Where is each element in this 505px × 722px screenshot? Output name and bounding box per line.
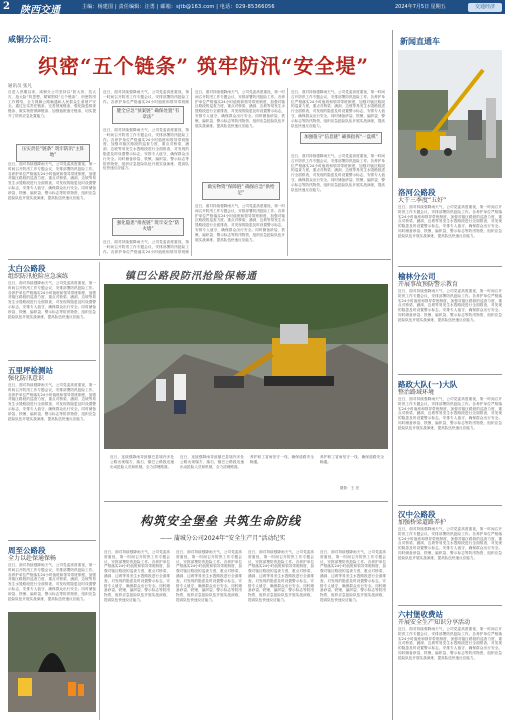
crane-photo [398,50,502,178]
left-article-1 [8,264,96,351]
rail-article-subtitle: 加强桥梁道路养护 [398,519,447,526]
left-article-subtitle: 强化防汛意识 [8,375,45,382]
photo-caption-3: 养护职工冒雨坚守一线，确保道路安全畅通。 [250,455,314,464]
newspaper-brand: 陕西交通 [20,5,60,16]
rail-article-title: 路政大队(一)大队 [398,380,458,389]
rail-article-subtitle: 整治路域环境 [398,389,435,396]
photo-credit: 摄影：王 亮 [340,486,360,490]
safety-body-col3: 近日，面对持续强降雨天气，公司党委高度重视，第一时间召开防汛工作专题会议，安排部署防汛抢险工作。各养护单位严格落实24小时值班和领导带班制度，加强对辖区路段的巡查力度，重点对桥梁、涵洞、边坡等易发生水毁路段进行全面排查，对发现的隐患及时设置警示标志，安排专人值守，确保群众出行安全。同时储备砂袋、铁锹、编织袋、警示标志等防汛物资，组织应急抢险队伍开展实战演练，提高队伍快速反应能力。 [248,550,314,602]
rail-header: 新闻直通车 [400,37,440,46]
left-divider-h [8,360,96,361]
lead-byline: 通讯员 张凡 [8,84,32,89]
column-divider [287,88,288,256]
rail-article-title: 洛河公路段 [398,188,436,197]
rail-article-5 [398,610,502,705]
photo-caption-4: 养护职工冒雨坚守一线，确保道路安全畅通。 [320,455,384,464]
rail-article-1 [398,188,502,255]
center-divider [104,501,388,502]
safety-body-col4: 近日，面对持续强降雨天气，公司党委高度重视，第一时间召开防汛工作专题会议，安排部署防汛抢险工作。各养护单位严格落实24小时值班和领导带班制度，加强对辖区路段的巡查力度，重点对桥梁、涵洞、边坡等易发生水毁路段进行全面排查，对发现的隐患及时设置警示标志，安排专人值守，确保群众出行安全。同时储备砂袋、铁锹、编织袋、警示标志等防汛物资，组织应急抢险队伍开展实战演练，提高队伍快速反应能力。 [320,550,386,602]
rail-article-2 [398,272,502,363]
photo-caption-1: 近日，连续强降雨导致镇巴县境内多处公路出现塌方、落石，镇巴公路段迅速出动抢险人员和机械，全力清理路面。 [110,455,174,469]
lead-body-col1: 近日，面对持续强降雨天气，公司党委高度重视，第一时间召开防汛工作专题会议，安排部署防汛抢险工作。各养护单位严格落实24小时值班和领导带班制度，加强对辖区路段的巡查力度，重点对桥梁、涵洞、边坡等易发生水毁路段进行全面排查，对发现的隐患及时设置警示标志，安排专人值守，确保群众出行安全。同时储备砂袋、铁锹、编织袋、警示标志等防汛物资，组织应急抢险队伍开展实战演练，提高队伍快速反应能力。 [8,162,96,200]
column-divider [191,88,192,256]
masthead-bar [0,0,505,14]
safety-body-col1: 近日，面对持续强降雨天气，公司党委高度重视，第一时间召开防汛工作专题会议，安排部署防汛抢险工作。各养护单位严格落实24小时值班和领导带班制度，加强对辖区路段的巡查力度，重点对桥梁、涵洞、边坡等易发生水毁路段进行全面排查，对发现的隐患及时设置警示标志，安排专人值守，确保群众出行安全。同时储备砂袋、铁锹、编织袋、警示标志等防汛物资，组织应急抢险队伍开展实战演练，提高队伍快速反应能力。 [104,550,170,602]
editor-meta: 主编：杨建国 | 责任编辑：汪勇 | 邮箱：sjtb@163.com | 电话：029-85366056 [82,4,275,10]
lead-body-col2a: 近日，面对持续强降雨天气，公司党委高度重视，第一时间召开防汛工作专题会议，安排部署防汛抢险工作。各养护单位严格落实24小时值班和领导带班制 [103,90,189,104]
rail-article-title: 榆林分公司 [398,272,436,281]
section-tab[interactable]: 交通经济 [468,3,502,12]
photo-caption-2: 近日，连续强降雨导致镇巴县境内多处公路出现塌方、落石，镇巴公路段迅速出动抢险人员和机械，全力清理路面。 [180,455,244,469]
rail-divider-h [398,505,502,506]
lead-kicker: 咸铜分公司： [8,35,56,44]
safety-body-col2: 近日，面对持续强降雨天气，公司党委高度重视，第一时间召开防汛工作专题会议，安排部署防汛抢险工作。各养护单位严格落实24小时值班和领导带班制度，加强对辖区路段的巡查力度，重点对桥梁、涵洞、边坡等易发生水毁路段进行全面排查，对发现的隐患及时设置警示标志，安排专人值守，确保群众出行安全。同时储备砂袋、铁锹、编织袋、警示标志等防汛物资，组织应急抢险队伍开展实战演练，提高队伍快速反应能力。 [176,550,242,602]
rail-divider-h [398,374,502,375]
page-number: 2 [3,1,10,12]
rail-article-title: 六村堡收费站 [398,610,443,619]
safety-feature-subtitle: —— 蒲城分公司2024年“安全生产月”活动纪实 [160,535,286,542]
left-article-title: 周至公路段 [8,546,46,555]
rail-article-4 [398,510,502,589]
left-article-body: 近日，面对持续强降雨天气，公司党委高度重视，第一时间召开防汛工作专题会议，安排部署防汛抢险工作。各养护单位严格落实24小时值班和领导带班制度，加强对辖区路段的巡查力度，重点对桥梁、涵洞、边坡等易发生水毁路段进行全面排查，对发现的隐患及时设置警示标志，安排专人值守，确保群众出行安全。同时储备砂袋、铁锹、编织袋、警示标志等防汛物资，组织应急抢险队伍开展实战演练，提高队伍快速反应能力。 [8,281,96,319]
pull-quote-4: 做实物资“保障链” 确保应急“供给足” [202,182,280,200]
rail-divider-h [398,605,502,606]
pull-quote-1: 压实责任“链条” 筑牢防汛“主阵地” [16,144,90,162]
lead-body-col4b: 近日，面对持续强降雨天气，公司党委高度重视，第一时间召开防汛工作专题会议，安排部署防汛抢险工作。各养护单位严格落实24小时值班和领导带班制度，加强对辖区路段的巡查力度，重点对桥梁、涵洞、边坡等易发生水毁路段进行全面排查，对发现的隐患及时设置警示标志，安排专人值守，确保群众出行安全。同时储备砂袋、铁锹、编织袋、警示标志等防汛物资，组织应急抢险队伍开展实战演练，提高队伍快速反应能力。 [291,154,385,192]
rail-article-body: 近日，面对持续强降雨天气，公司党委高度重视，第一时间召开防汛工作专题会议，安排部署防汛抢险工作。各养护单位严格落实24小时值班和领导带班制度，加强对辖区路段的巡查力度，重点对桥梁、涵洞、边坡等易发生水毁路段进行全面排查，对发现的隐患及时设置警示标志，安排专人值守，确保群众出行安全。同时储备砂袋、铁锹、编织袋、警示标志等防汛物资，组织应急抢险队伍开展实战演练，提高队伍快速反应能力。 [398,397,502,430]
rail-article-body: 近日，面对持续强降雨天气，公司党委高度重视，第一时间召开防汛工作专题会议，安排部署防汛抢险工作。各养护单位严格落实24小时值班和领导带班制度，加强对辖区路段的巡查力度，重点对桥梁、涵洞、边坡等易发生水毁路段进行全面排查，对发现的隐患及时设置警示标志，安排专人值守，确保群众出行安全。同时储备砂袋、铁锹、编织袋、警示标志等防汛物资，组织应急抢险队伍开展实战演练，提高队伍快速反应能力。 [398,527,502,560]
rail-article-title: 汉中公路段 [398,510,436,519]
lead-headline: 织密“五个链条” 筑牢防汛“安全堤” [38,54,369,78]
rail-article-body: 近日，面对持续强降雨天气，公司党委高度重视，第一时间召开防汛工作专题会议，安排部署防汛抢险工作。各养护单位严格落实24小时值班和领导带班制度，加强对辖区路段的巡查力度，重点对桥梁、涵洞、边坡等易发生水毁路段进行全面排查，对发现的隐患及时设置警示标志，安排专人值守，确保群众出行安全。同时储备砂袋、铁锹、编织袋、警示标志等防汛物资，组织应急抢险队伍开展实战演练，提高队伍快速反应能力。 [398,289,502,322]
lead-body-col2c: 近日，面对持续强降雨天气，公司党委高度重视，第一时间召开防汛工作专题会议，安排部署防汛抢险工作。各养护单位严格落实24小时值班和领导带班制 [103,240,189,254]
left-article-title: 五里坪检测站 [8,366,53,375]
rail-divider-h [398,266,502,267]
pull-quote-2: 健全应急“预案链” 确保处置“有章法” [112,106,184,124]
left-rail-divider [99,262,100,720]
left-divider-h [8,540,96,541]
lead-body-col3a: 近日，面对持续强降雨天气，公司党委高度重视，第一时间召开防汛工作专题会议，安排部署防汛抢险工作。各养护单位严格落实24小时值班和领导带班制度，加强对辖区路段的巡查力度，重点对桥梁、涵洞、边坡等易发生水毁路段进行全面排查，对发现的隐患及时设置警示标志，安排专人值守，确保群众出行安全。同时储备砂袋、铁锹、编织袋、警示标志等防汛物资，组织应急抢险队伍开展实战演练，提高队伍快速反应能力。 [195,90,285,128]
lead-intro: 自进入汛期以来，咸铜分公司坚持以“防大汛、抗大灾、抢大险”的思想，紧紧围绕“五个链条”，织密防汛工作网络，全力保障公路畅通和人民群众生命财产安全。通过压实责任链条、完善预案链条、强化隐患排查链条、做实物资保障链条、加强值班值守链条，切实提升了防汛应急处置能力。 [8,90,96,118]
pull-quote-3: 强化隐患“排查链” 筑牢安全“防火墙” [112,218,184,236]
column-divider [99,88,100,256]
lead-body-col2b: 近日，面对持续强降雨天气，公司党委高度重视，第一时间召开防汛工作专题会议，安排部署防汛抢险工作。各养护单位严格落实24小时值班和领导带班制度，加强对辖区路段的巡查力度，重点对桥梁、涵洞、边坡等易发生水毁路段进行全面排查，对发现的隐患及时设置警示标志，安排专人值守，确保群众出行安全。同时储备砂袋、铁锹、编织袋、警示标志等防汛物资，组织应急抢险队伍开展实战演练，提高队伍快速反应能力。 [103,128,189,171]
pull-quote-5: 加强值守“信息链” 确保指挥“一盘棋” [300,132,382,144]
lead-body-col4a: 近日，面对持续强降雨天气，公司党委高度重视，第一时间召开防汛工作专题会议，安排部署防汛抢险工作。各养护单位严格落实24小时值班和领导带班制度，加强对辖区路段的巡查力度，重点对桥梁、涵洞、边坡等易发生水毁路段进行全面排查，对发现的隐患及时设置警示标志，安排专人值守，确保群众出行安全。同时储备砂袋、铁锹、编织袋、警示标志等防汛物资，组织应急抢险队伍开展实战演练，提高队伍快速反应能力。 [291,90,385,128]
rail-article-body: 近日，面对持续强降雨天气，公司党委高度重视，第一时间召开防汛工作专题会议，安排部署防汛抢险工作。各养护单位严格落实24小时值班和领导带班制度，加强对辖区路段的巡查力度，重点对桥梁、涵洞、边坡等易发生水毁路段进行全面排查，对发现的隐患及时设置警示标志，安排专人值守，确保群众出行安全。同时储备砂袋、铁锹、编织袋、警示标志等防汛物资，组织应急抢险队伍开展实战演练，提高队伍快速反应能力。 [398,627,502,660]
excavator-photo [104,284,388,449]
left-article-body: 近日，面对持续强降雨天气，公司党委高度重视，第一时间召开防汛工作专题会议，安排部署防汛抢险工作。各养护单位严格落实24小时值班和领导带班制度，加强对辖区路段的巡查力度，重点对桥梁、涵洞、边坡等易发生水毁路段进行全面排查，对发现的隐患及时设置警示标志，安排专人值守，确保群众出行安全。同时储备砂袋、铁锹、编织袋、警示标志等防汛物资，组织应急抢险队伍开展实战演练，提高队伍快速反应能力。 [8,563,96,601]
left-article-2 [8,366,96,531]
left-article-subtitle: 组织防汛抢险应急演练 [8,273,69,280]
photo-story-title: 镇巴公路段防汛抢险保畅通 [125,271,257,282]
rail-divider [392,30,393,720]
tunnel-photo [8,612,96,712]
rail-article-3 [398,380,502,497]
section-divider [8,259,391,260]
left-article-body: 近日，面对持续强降雨天气，公司党委高度重视，第一时间召开防汛工作专题会议，安排部署防汛抢险工作。各养护单位严格落实24小时值班和领导带班制度，加强对辖区路段的巡查力度，重点对桥梁、涵洞、边坡等易发生水毁路段进行全面排查，对发现的隐患及时设置警示标志，安排专人值守，确保群众出行安全。同时储备砂袋、铁锹、编织袋、警示标志等防汛物资，组织应急抢险队伍开展实战演练，提高队伍快速反应能力。 [8,383,96,421]
rail-article-subtitle: 开展安全生产知识分享活动 [398,619,471,626]
issue-date: 2024年7月5日 星期五 [395,4,446,10]
rail-article-body: 近日，面对持续强降雨天气，公司党委高度重视，第一时间召开防汛工作专题会议，安排部署防汛抢险工作。各养护单位严格落实24小时值班和领导带班制度，加强对辖区路段的巡查力度，重点对桥梁、涵洞、边坡等易发生水毁路段进行全面排查，对发现的隐患及时设置警示标志，安排专人值守，确保群众出行安全。同时储备砂袋、铁锹、编织袋、警示标志等防汛物资，组织应急抢险队伍开展实战演练，提高队伍快速反应能力。 [398,205,502,238]
left-article-title: 太白公路段 [8,264,46,273]
left-article-subtitle: 全力以赴保通保畅 [8,555,57,562]
lead-body-col3b: 近日，面对持续强降雨天气，公司党委高度重视，第一时间召开防汛工作专题会议，安排部署防汛抢险工作。各养护单位严格落实24小时值班和领导带班制度，加强对辖区路段的巡查力度，重点对桥梁、涵洞、边坡等易发生水毁路段进行全面排查，对发现的隐患及时设置警示标志，安排专人值守，确保群众出行安全。同时储备砂袋、铁锹、编织袋、警示标志等防汛物资，组织应急抢险队伍开展实战演练，提高队伍快速反应能力。 [195,204,285,242]
rail-article-subtitle: 开展事故预防警示教育 [398,281,459,288]
rail-article-subtitle: 大干三季度“五好” [398,197,447,204]
left-article-3 [8,546,96,607]
safety-feature-title: 构筑安全堡垒 共筑生命防线 [140,514,302,528]
